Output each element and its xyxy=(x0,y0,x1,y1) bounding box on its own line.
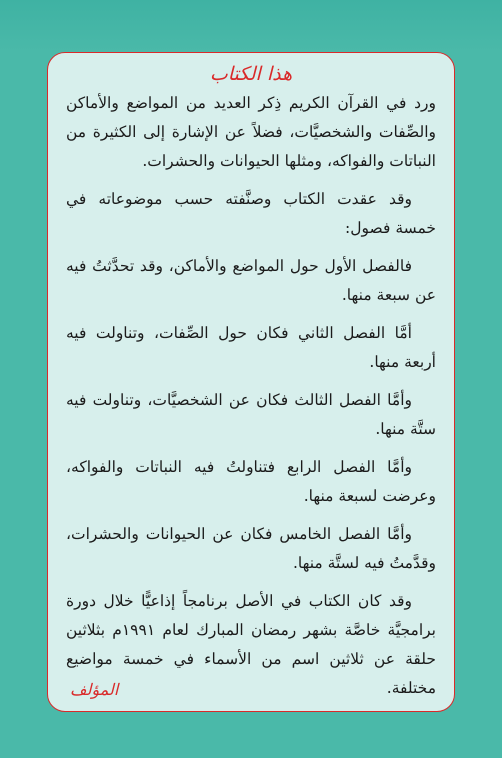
body-text xyxy=(66,89,436,712)
paragraph: وقد عقدت الكتاب وصنَّفته حسب موضوعاته في خمسة فصول: xyxy=(66,190,436,237)
paragraph: وأمَّا الفصل الثالث فكان عن الشخصيَّات، وتناولت فيه ستَّة منها. xyxy=(66,391,436,438)
top-band xyxy=(0,0,502,52)
paragraph: وأمَّا الفصل الخامس فكان عن الحيوانات والحشرات، وقدَّمتُ فيه لستَّة منها. xyxy=(66,525,436,572)
author-signature: المؤلف xyxy=(70,680,119,699)
paragraph: فالفصل الأول حول المواضع والأماكن، وقد تحدَّثتُ فيه عن سبعة منها. xyxy=(66,257,436,304)
paragraph: وأمَّا الفصل الرابع فتناولتُ فيه النباتات والفواكه، وعرضت لسبعة منها. xyxy=(66,458,436,505)
paragraph: ورد في القرآن الكريم ذِكر العديد من المواضع والأماكن والصِّفات والشخصيَّات، فضلاً عن الإشارة إلى الكثيرة من النباتات والفواكه، ومثلها الحيوانات والحشرات. xyxy=(66,94,436,170)
paragraph: أمَّا الفصل الثاني فكان حول الصِّفات، وتناولت فيه أربعة منها. xyxy=(66,324,436,371)
page-title: هذا الكتاب xyxy=(209,63,293,85)
paragraph: وقد كان الكتاب في الأصل برنامجاً إذاعيًّا خلال دورة برامجيَّة خاصَّة بشهر رمضان المبارك لعام ١٩٩١م بثلاثين حلقة عن ثلاثين اسم من الأسماء في خمسة مواضيع مختلفة. xyxy=(66,592,436,697)
text-card xyxy=(47,52,455,712)
